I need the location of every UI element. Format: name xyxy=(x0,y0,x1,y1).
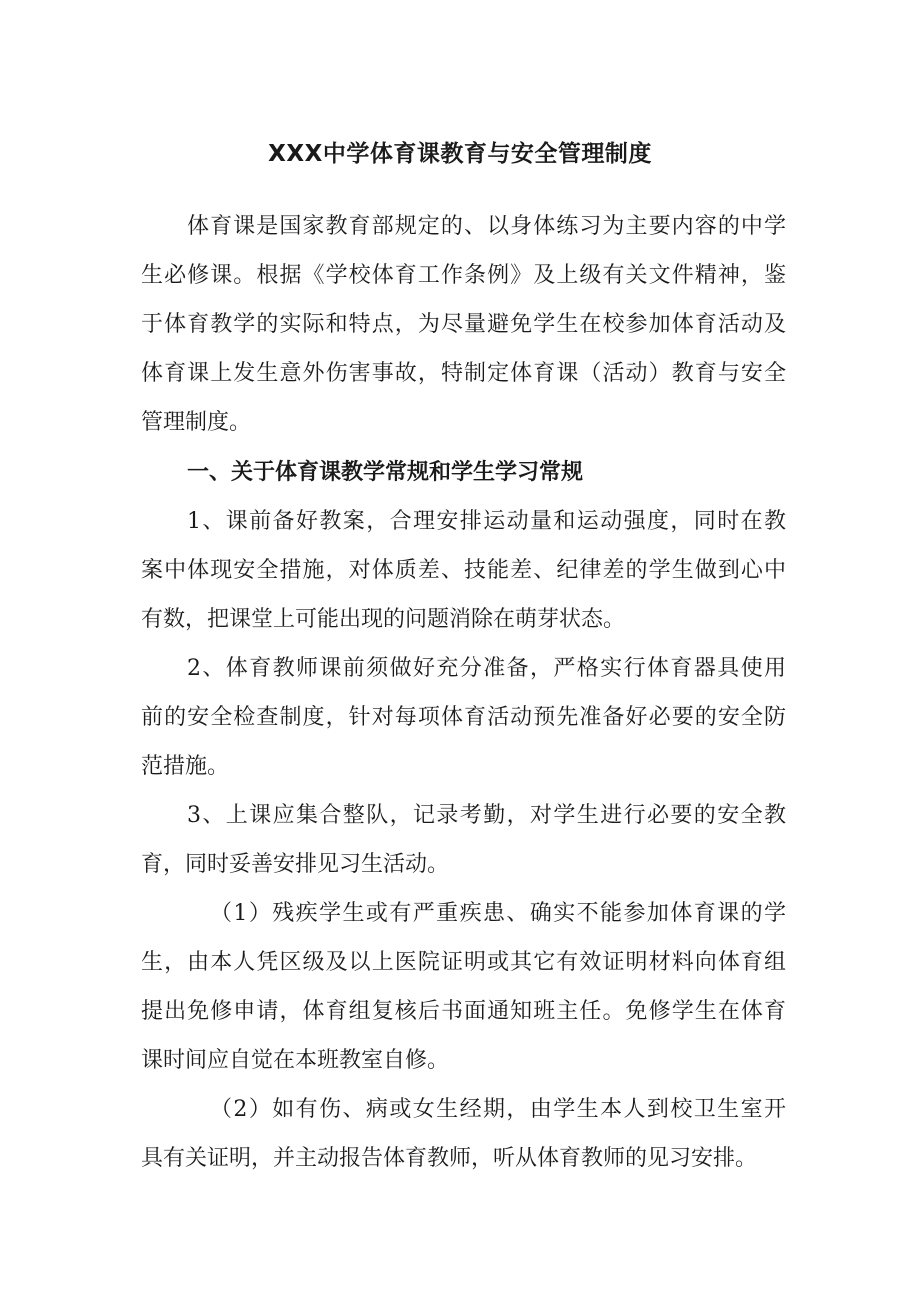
sub1-line-1: （1）残疾学生或有严重疾患、确实不能参加体育课的学 xyxy=(210,901,786,926)
intro-line-5: 管理制度。 xyxy=(141,410,252,435)
item1-line-2: 案中体现安全措施，对体质差、技能差、纪律差的学生做到心中 xyxy=(141,558,786,583)
item2-line-2: 前的安全检查制度，针对每项体育活动预先准备好必要的安全防 xyxy=(141,705,786,730)
intro-line-4: 体育课上发生意外伤害事故，特制定体育课（活动）教育与安全 xyxy=(141,361,786,386)
section-heading-1: 一、关于体育课教学常规和学生学习常规 xyxy=(187,460,584,485)
item1-line-3: 有数，把课堂上可能出现的问题消除在萌芽状态。 xyxy=(141,607,626,632)
intro-line-2: 生必修课。根据《学校体育工作条例》及上级有关文件精神，鉴 xyxy=(141,263,786,288)
intro-line-1: 体育课是国家教育部规定的、以身体练习为主要内容的中学 xyxy=(187,214,786,239)
sub2-line-2: 具有关证明，并主动报告体育教师，听从体育教师的见习安排。 xyxy=(141,1146,758,1171)
item2-line-3: 范措施。 xyxy=(141,754,230,779)
sub1-line-4: 课时间应自觉在本班教室自修。 xyxy=(141,1048,450,1073)
item2-line-1: 2、体育教师课前须做好充分准备，严格实行体育器具使用 xyxy=(187,656,786,681)
intro-line-3: 于体育教学的实际和特点，为尽量避免学生在校参加体育活动及 xyxy=(141,312,786,337)
document-title: XXX中学体育课教育与安全管理制度 xyxy=(268,141,652,167)
item3-line-1: 3、上课应集合整队，记录考勤，对学生进行必要的安全教 xyxy=(187,803,786,828)
item1-line-1: 1、课前备好教案，合理安排运动量和运动强度，同时在教 xyxy=(187,509,786,534)
sub1-line-2: 生，由本人凭区级及以上医院证明或其它有效证明材料向体育组 xyxy=(141,950,786,975)
item3-line-2: 育，同时妥善安排见习生活动。 xyxy=(141,852,450,877)
sub1-line-3: 提出免修申请，体育组复核后书面通知班主任。免修学生在体育 xyxy=(141,999,786,1024)
sub2-line-1: （2）如有伤、病或女生经期，由学生本人到校卫生室开 xyxy=(210,1097,786,1122)
